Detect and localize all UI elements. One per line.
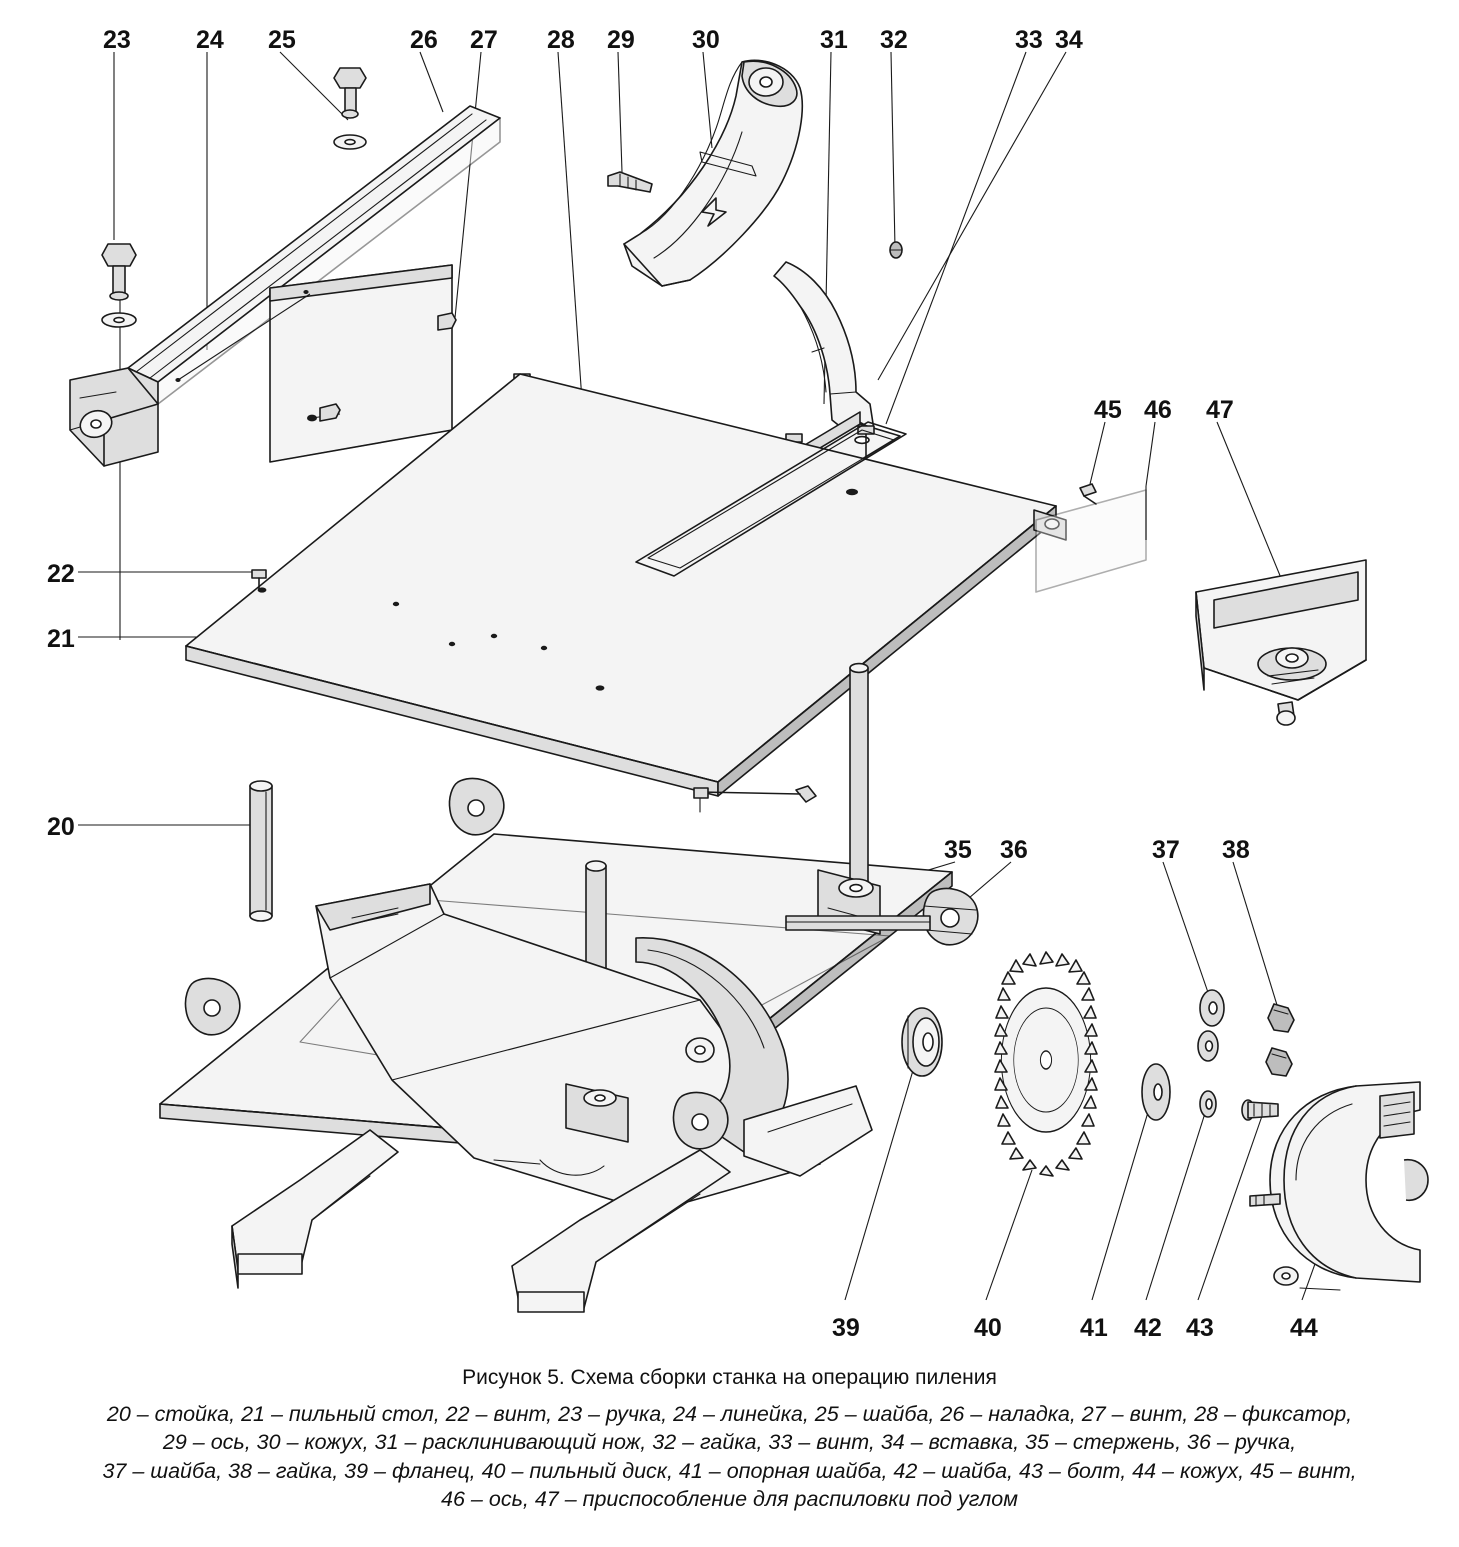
callout-43: 43 — [1186, 1314, 1214, 1342]
callout-47: 47 — [1206, 396, 1234, 424]
part-42-washer — [1200, 1091, 1216, 1117]
callout-28: 28 — [547, 26, 575, 54]
callout-37: 37 — [1152, 836, 1180, 864]
part-30-blade-guard — [624, 60, 802, 286]
callout-29: 29 — [607, 26, 635, 54]
callout-24: 24 — [196, 26, 224, 54]
callout-27: 27 — [470, 26, 498, 54]
part-23-handle — [102, 244, 136, 327]
callout-20: 20 — [47, 813, 75, 841]
callout-39: 39 — [832, 1314, 860, 1342]
part-32-nut — [890, 242, 902, 258]
part-31-riving-knife — [774, 262, 874, 436]
part-41-support-washer — [1142, 1064, 1170, 1120]
legend-line-4: 46 – ось, 47 – приспособление для распиловки под углом — [441, 1487, 1018, 1512]
callout-42: 42 — [1134, 1314, 1162, 1342]
part-29-axle — [608, 172, 652, 192]
part-47-miter-attachment — [1196, 560, 1366, 725]
callout-40: 40 — [974, 1314, 1002, 1342]
callout-30: 30 — [692, 26, 720, 54]
part-24-rip-fence — [70, 106, 500, 466]
part-38-nut — [1266, 1004, 1294, 1076]
callout-25: 25 — [268, 26, 296, 54]
callout-31: 31 — [820, 26, 848, 54]
figure-caption-block — [0, 1366, 1459, 1514]
callout-23: 23 — [103, 26, 131, 54]
callout-38: 38 — [1222, 836, 1250, 864]
callout-45: 45 — [1094, 396, 1122, 424]
callout-46: 46 — [1144, 396, 1172, 424]
callout-21: 21 — [47, 625, 75, 653]
figure-caption: Рисунок 5. Схема сборки станка на операцию пиления — [462, 1366, 997, 1389]
callout-22: 22 — [47, 560, 75, 588]
callout-26: 26 — [410, 26, 438, 54]
callout-36: 36 — [1000, 836, 1028, 864]
callout-35: 35 — [944, 836, 972, 864]
legend-line-2: 29 – ось, 30 – кожух, 31 – расклинивающий нож, 32 – гайка, 33 – винт, 34 – вставка, 35 – стержень, 36 – ручка, — [162, 1430, 1297, 1455]
part-40-saw-blade — [995, 952, 1097, 1176]
legend-line-1: 20 – стойка, 21 – пильный стол, 22 – винт, 23 – ручка, 24 – линейка, 25 – шайба, 26 – наладка, 27 – винт, 28 – фиксатор, — [106, 1402, 1353, 1426]
part-37-washer — [1198, 990, 1224, 1061]
callout-34: 34 — [1055, 26, 1083, 54]
callout-33: 33 — [1015, 26, 1043, 54]
part-25-washer-knob — [334, 68, 366, 149]
part-39-flange — [902, 1008, 942, 1076]
part-43-bolt — [1242, 1100, 1278, 1120]
callout-41: 41 — [1080, 1314, 1108, 1342]
callout-32: 32 — [880, 26, 908, 54]
callout-44: 44 — [1290, 1314, 1318, 1342]
legend-line-3: 37 – шайба, 38 – гайка, 39 – фланец, 40 – пильный диск, 41 – опорная шайба, 42 – шайба, 43 – болт, 44 – кожух, 45 – винт, — [102, 1458, 1357, 1483]
